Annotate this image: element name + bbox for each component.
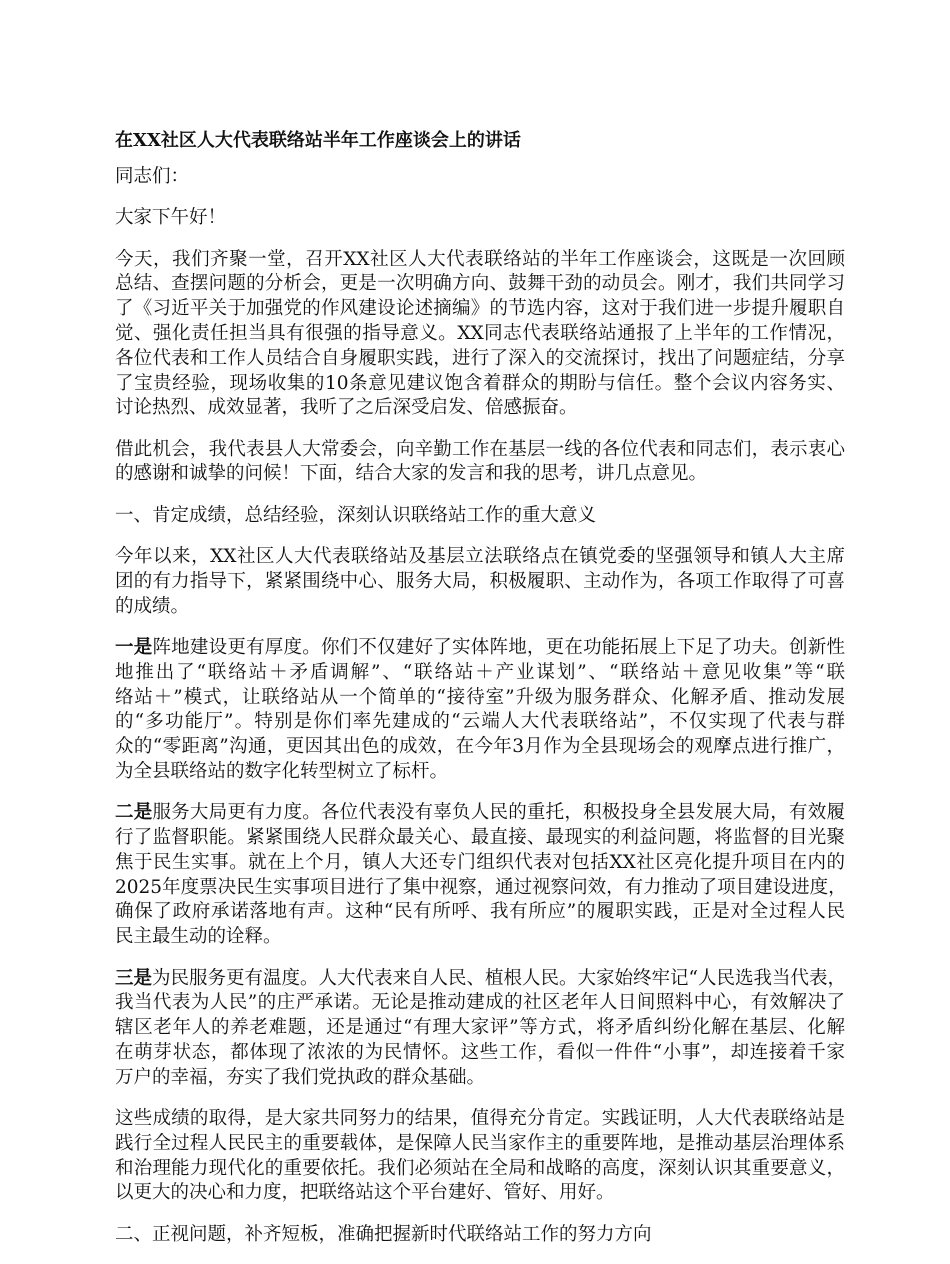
line-text: 为民服务更有温度。人大代表来自人民、植根人民。大家始终牢记“人民选我当代表， — [152, 967, 846, 989]
paragraph-lead: 一是 — [115, 636, 153, 658]
text-line — [115, 570, 845, 595]
line-text: 的感谢和诚挚的问候！下面，结合大家的发言和我的思考，讲几点意见。 — [115, 463, 708, 485]
line-text: 大家下午好！ — [115, 207, 227, 229]
document-body — [115, 128, 845, 1264]
line-text: 以更大的决心和力度，把联络站这个平台建好、管好、用好。 — [115, 1182, 615, 1204]
line-text: 万户的幸福，夯实了我们党执政的群众基础。 — [115, 1066, 486, 1088]
line-text: 团的有力指导下，紧紧围绕中心、服务大局，积极履职、主动作为，各项工作取得了可喜 — [115, 570, 845, 592]
line-text: 行了监督职能。紧紧围绕人民群众最关心、最直接、最现实的利益问题，将监督的目光聚 — [115, 827, 845, 849]
line-text: 同志们： — [115, 166, 190, 187]
text-line — [115, 991, 845, 1016]
text-line — [115, 1181, 845, 1206]
line-text: 地推出了“联络站＋矛盾调解”、“联络站＋产业谋划”、“联络站＋意见收集”等“联 — [115, 661, 845, 683]
paragraph — [115, 1223, 845, 1248]
text-line — [115, 801, 845, 826]
line-text: 为全县联络站的数字化转型树立了标杆。 — [115, 760, 449, 782]
line-text: 各位代表和工作人员结合自身履职实践，进行了深入的交流探讨，找出了问题症结，分享 — [115, 347, 845, 369]
line-text: 在萌芽状态，都体现了浓浓的为民情怀。这些工作，看似一件件“小事”，却连接着千家 — [115, 1041, 845, 1063]
line-text: 的成绩。 — [115, 595, 190, 617]
line-text: 2025年度票决民生实事项目进行了集中视察，通过视察问效，有力推动了项目建设进度， — [115, 876, 847, 898]
text-line — [115, 438, 845, 463]
paragraph — [115, 438, 845, 488]
line-text: 这些成绩的取得，是大家共同努力的结果，值得充分肯定。实践证明，人大代表联络站是 — [115, 1108, 845, 1129]
text-line — [115, 248, 845, 273]
text-line — [115, 396, 845, 421]
text-line — [115, 900, 845, 925]
line-text: 了《习近平关于加强党的作风建设论述摘编》的节选内容，这对于我们进一步提升履职自 — [115, 298, 845, 320]
text-line — [115, 1016, 845, 1041]
text-line — [115, 1223, 845, 1248]
paragraph — [115, 801, 845, 950]
text-line — [115, 1157, 845, 1182]
line-text: 众的“零距离”沟通，更因其出色的成效，在今年3月作为全县现场会的观摩点进行推广， — [115, 736, 845, 758]
paragraph — [115, 545, 845, 619]
line-text: 觉、强化责任担当具有很强的指导意义。XX同志代表联络站通报了上半年的工作情况， — [115, 322, 845, 344]
line-text: 践行全过程人民民主的重要载体，是保障人民当家作主的重要阵地，是推动基层治理体系 — [115, 1132, 845, 1154]
line-text: 讨论热烈、成效显著，我听了之后深受启发、倍感振奋。 — [115, 397, 578, 419]
document-title: 在XX社区人大代表联络站半年工作座谈会上的讲话 — [115, 130, 521, 151]
text-line — [115, 636, 845, 661]
paragraph — [115, 967, 845, 1091]
line-text: 的“多功能厅”。特别是你们率先建成的“云端人大代表联络站”，不仅实现了代表与群 — [115, 711, 845, 733]
text-line — [115, 372, 845, 397]
line-text: 辖区老年人的养老难题，还是通过“有理大家评”等方式，将矛盾纠纷化解在基层、化解 — [115, 1017, 845, 1039]
line-text: 服务大局更有力度。各位代表没有辜负人民的重托，积极投身全县发展大局，有效履 — [152, 802, 845, 824]
paragraph — [115, 504, 845, 529]
line-text: 焦于民生实事。就在上个月，镇人大还专门组织代表对包括XX社区亮化提升项目在内的 — [115, 851, 845, 873]
paragraph — [115, 165, 845, 190]
line-text: 借此机会，我代表县人大常委会，向辛勤工作在基层一线的各位代表和同志们，表示衷心 — [115, 438, 845, 460]
line-text: 阵地建设更有厚度。你们不仅建好了实体阵地，更在功能拓展上下足了功夫。创新性 — [152, 636, 845, 658]
paragraph — [115, 636, 845, 785]
text-line — [115, 710, 845, 735]
text-line — [115, 661, 845, 686]
text-line — [115, 826, 845, 851]
paragraph — [115, 1107, 845, 1206]
text-line — [115, 760, 845, 785]
text-line — [115, 272, 845, 297]
text-line — [115, 876, 845, 901]
text-line — [115, 347, 845, 372]
text-line — [115, 686, 845, 711]
text-line — [115, 206, 845, 231]
text-line — [115, 297, 845, 322]
text-line — [115, 735, 845, 760]
text-line — [115, 967, 845, 992]
line-text: 今天，我们齐聚一堂，召开XX社区人大代表联络站的半年工作座谈会，这既是一次回顾 — [115, 248, 845, 270]
line-text: 今年以来，XX社区人大代表联络站及基层立法联络点在镇党委的坚强领导和镇人大主席 — [115, 546, 845, 568]
line-text: 确保了政府承诺落地有声。这种“民有所呼、我有所应”的履职实践，正是对全过程人民 — [115, 901, 845, 923]
text-line — [115, 1041, 845, 1066]
paragraphs — [115, 165, 845, 1247]
line-text: 和治理能力现代化的重要依托。我们必须站在全局和战略的高度，深刻认识其重要意义， — [115, 1157, 845, 1179]
paragraph-lead: 三是 — [115, 967, 153, 989]
text-line — [115, 322, 845, 347]
line-text: 我当代表为人民”的庄严承诺。无论是推动建成的社区老年人日间照料中心，有效解决了 — [115, 992, 845, 1014]
text-line — [115, 462, 845, 487]
paragraph — [115, 206, 845, 231]
line-text: 一、肯定成绩，总结经验，深刻认识联络站工作的重大意义 — [115, 504, 597, 526]
text-line — [115, 1132, 845, 1157]
text-line — [115, 925, 845, 950]
line-text: 二、正视问题，补齐短板，准确把握新时代联络站工作的努力方向 — [115, 1223, 652, 1245]
text-line — [115, 165, 845, 190]
text-line — [115, 1066, 845, 1091]
text-line — [115, 595, 845, 620]
text-line — [115, 545, 845, 570]
text-line — [115, 851, 845, 876]
line-text: 总结、查摆问题的分析会，更是一次明确方向、鼓舞干劲的动员会。刚才，我们共同学习 — [115, 273, 845, 295]
text-line — [115, 1107, 845, 1132]
line-text: 民主最生动的诠释。 — [115, 926, 282, 948]
line-text: 络站＋”模式，让联络站从一个简单的“接待室”升级为服务群众、化解矛盾、推动发展 — [115, 686, 845, 708]
text-line — [115, 504, 845, 529]
line-text: 了宝贵经验，现场收集的10条意见建议饱含着群众的期盼与信任。整个会议内容务实、 — [115, 372, 845, 394]
paragraph-lead: 二是 — [115, 802, 153, 824]
paragraph — [115, 248, 845, 422]
